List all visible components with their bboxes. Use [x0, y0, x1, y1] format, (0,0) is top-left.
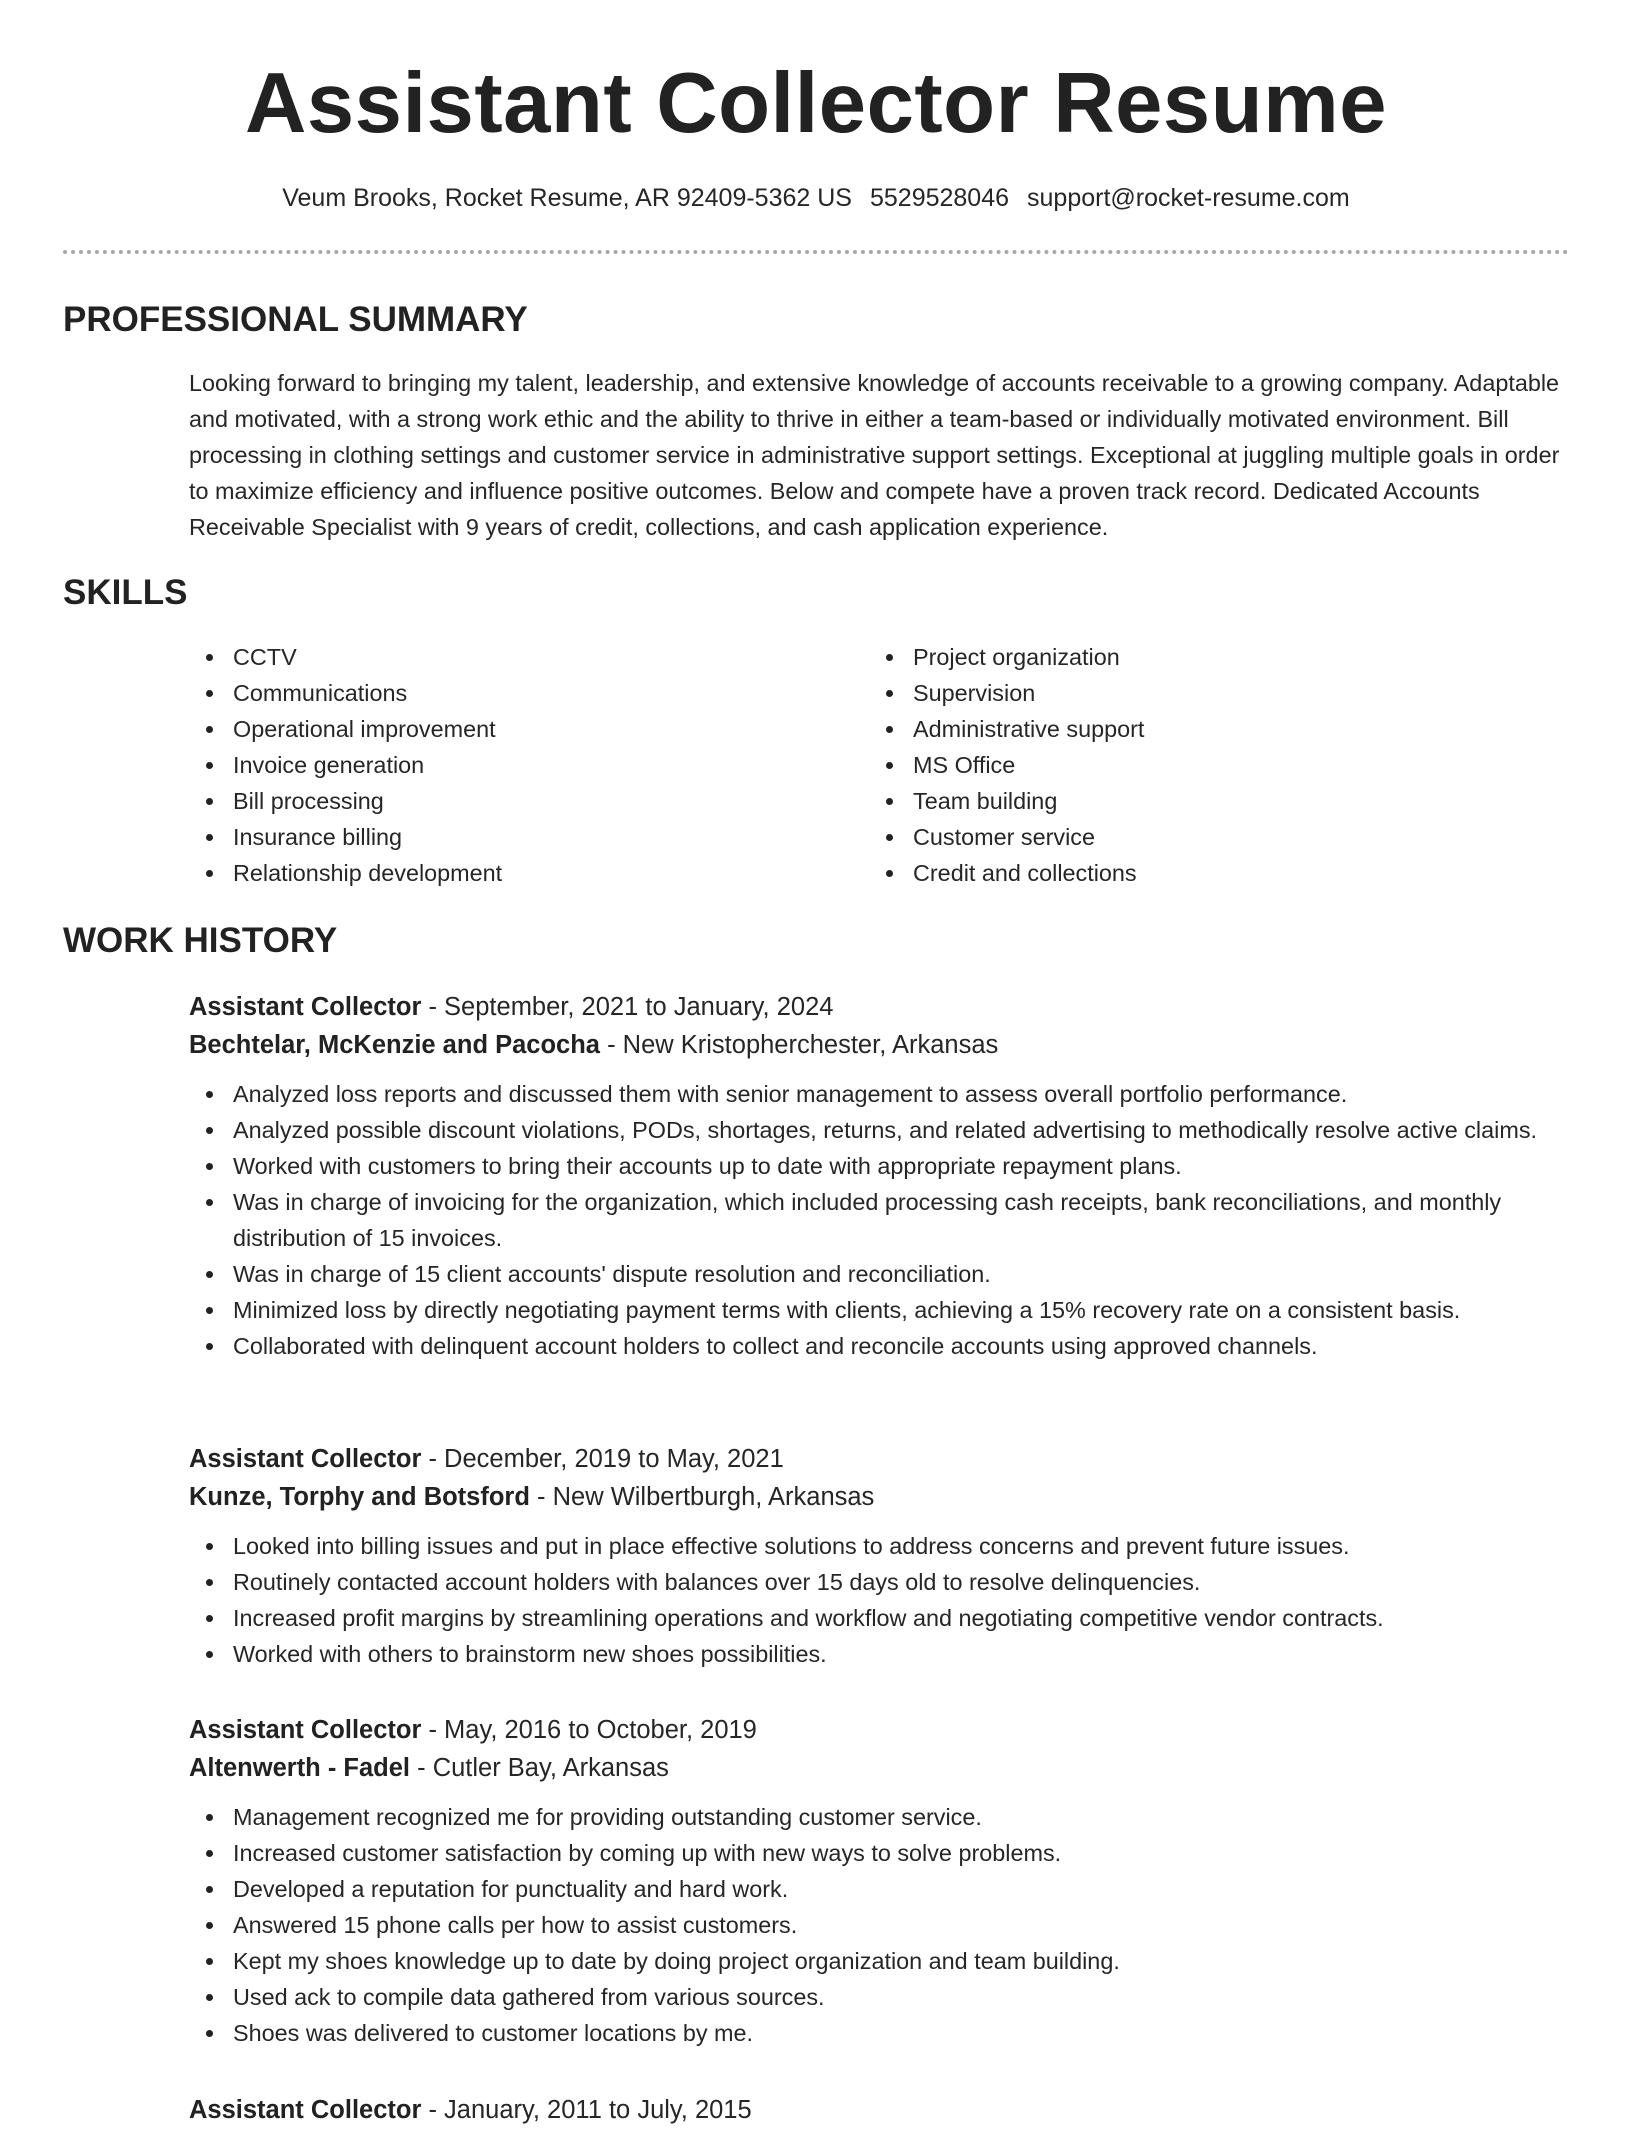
job-title-line: [189, 2091, 1579, 2129]
skill-item: Project organization: [869, 639, 1509, 675]
contact-line: [0, 181, 1632, 215]
job-company: Bechtelar, McKenzie and Pacocha: [189, 1031, 600, 1059]
job-bullet: Developed a reputation for punctuality and hard work.: [189, 1871, 1579, 1907]
skill-item: Insurance billing: [189, 819, 829, 855]
skill-item: Administrative support: [869, 711, 1509, 747]
job-bullet: Answered 15 phone calls per how to assist customers.: [189, 1907, 1579, 1943]
job-title-line: [189, 988, 1579, 1026]
job-title: Assistant Collector: [189, 1445, 422, 1473]
contact-email: support@rocket-resume.com: [1027, 184, 1350, 212]
job-bullet: Looked into billing issues and put in place effective solutions to address concerns and prevent future issues.: [189, 1528, 1579, 1564]
summary-text: Looking forward to bringing my talent, leadership, and extensive knowledge of accounts receivable to a growing company. Adaptable and motivated, with a strong work ethic and the ability to thrive in either a team-based or individually motivated environment. Bill processing in clothing settings and customer service in administrative support settings. Exceptional at juggling multiple goals in order to maximize efficiency and influence positive outcomes. Below and compete have a proven track record. Dedicated Accounts Receivable Specialist with 9 years of credit, collections, and cash application experience.: [189, 370, 1560, 540]
job-dates: - December, 2019 to May, 2021: [421, 1445, 784, 1473]
job-company-line: [189, 1749, 1579, 1787]
job-title-line: [189, 1711, 1579, 1749]
job-bullet: Minimized loss by directly negotiating payment terms with clients, achieving a 15% recovery rate on a consistent basis.: [189, 1292, 1579, 1328]
job-bullets: [189, 1528, 1579, 1672]
job-location: - New Wilbertburgh, Arkansas: [529, 1483, 875, 1511]
job-entry: [189, 2091, 1579, 2129]
job-title: Assistant Collector: [189, 1716, 422, 1744]
job-company: Altenwerth - Fadel: [189, 1754, 411, 1782]
contact-address: Veum Brooks, Rocket Resume, AR 92409-5362 US: [282, 184, 852, 212]
job-location: - Cutler Bay, Arkansas: [410, 1754, 669, 1782]
job-company-line: [189, 1478, 1579, 1516]
skills-list-left: [189, 639, 829, 891]
job-bullet: Was in charge of 15 client accounts' dispute resolution and reconciliation.: [189, 1256, 1579, 1292]
skill-item: Communications: [189, 675, 829, 711]
skill-item: Relationship development: [189, 855, 829, 891]
resume-title: Assistant Collector Resume: [245, 56, 1387, 151]
header-divider: [63, 250, 1569, 254]
skill-item: Operational improvement: [189, 711, 829, 747]
job-bullet: Collaborated with delinquent account holders to collect and reconcile accounts using approved channels.: [189, 1328, 1579, 1364]
job-bullet: Kept my shoes knowledge up to date by doing project organization and team building.: [189, 1943, 1579, 1979]
skills-heading: SKILLS: [63, 573, 188, 612]
job-company-line: [189, 1026, 1579, 1064]
job-bullet: Management recognized me for providing outstanding customer service.: [189, 1799, 1579, 1835]
job-dates: - September, 2021 to January, 2024: [421, 993, 834, 1021]
job-bullet: Increased profit margins by streamlining operations and workflow and negotiating competitive vendor contracts.: [189, 1600, 1579, 1636]
skill-item: CCTV: [189, 639, 829, 675]
skill-item: Team building: [869, 783, 1509, 819]
skill-item: Credit and collections: [869, 855, 1509, 891]
skill-item: Customer service: [869, 819, 1509, 855]
job-bullet: Analyzed loss reports and discussed them with senior management to assess overall portfolio performance.: [189, 1076, 1579, 1112]
job-location: - New Kristopherchester, Arkansas: [600, 1031, 999, 1059]
job-entry: [189, 988, 1579, 1364]
job-bullet: Analyzed possible discount violations, PODs, shortages, returns, and related advertising to methodically resolve active claims.: [189, 1112, 1579, 1148]
job-bullet: Was in charge of invoicing for the organization, which included processing cash receipts, bank reconciliations, and monthly distribution of 15 invoices.: [189, 1184, 1579, 1256]
job-bullet: Worked with others to brainstorm new shoes possibilities.: [189, 1636, 1579, 1672]
job-bullets: [189, 1076, 1579, 1364]
work-history-heading: WORK HISTORY: [63, 921, 338, 960]
summary-heading: PROFESSIONAL SUMMARY: [63, 300, 528, 339]
skill-item: Bill processing: [189, 783, 829, 819]
skill-item: Invoice generation: [189, 747, 829, 783]
skill-item: MS Office: [869, 747, 1509, 783]
job-dates: - May, 2016 to October, 2019: [421, 1716, 757, 1744]
skills-list-right: [869, 639, 1509, 891]
job-bullet: Routinely contacted account holders with balances over 15 days old to resolve delinquencies.: [189, 1564, 1579, 1600]
contact-phone: 5529528046: [869, 184, 1010, 212]
job-bullet: Increased customer satisfaction by coming up with new ways to solve problems.: [189, 1835, 1579, 1871]
job-title: Assistant Collector: [189, 993, 422, 1021]
job-bullets: [189, 1799, 1579, 2051]
job-title-line: [189, 1440, 1579, 1478]
job-company: Kunze, Torphy and Botsford: [189, 1483, 530, 1511]
job-bullet: Shoes was delivered to customer locations by me.: [189, 2015, 1579, 2051]
skill-item: Supervision: [869, 675, 1509, 711]
job-entry: [189, 1440, 1579, 1672]
job-entry: [189, 1711, 1579, 2051]
job-bullet: Used ack to compile data gathered from various sources.: [189, 1979, 1579, 2015]
job-bullet: Worked with customers to bring their accounts up to date with appropriate repayment plans.: [189, 1148, 1579, 1184]
job-dates: - January, 2011 to July, 2015: [421, 2096, 752, 2124]
job-title: Assistant Collector: [189, 2096, 422, 2124]
